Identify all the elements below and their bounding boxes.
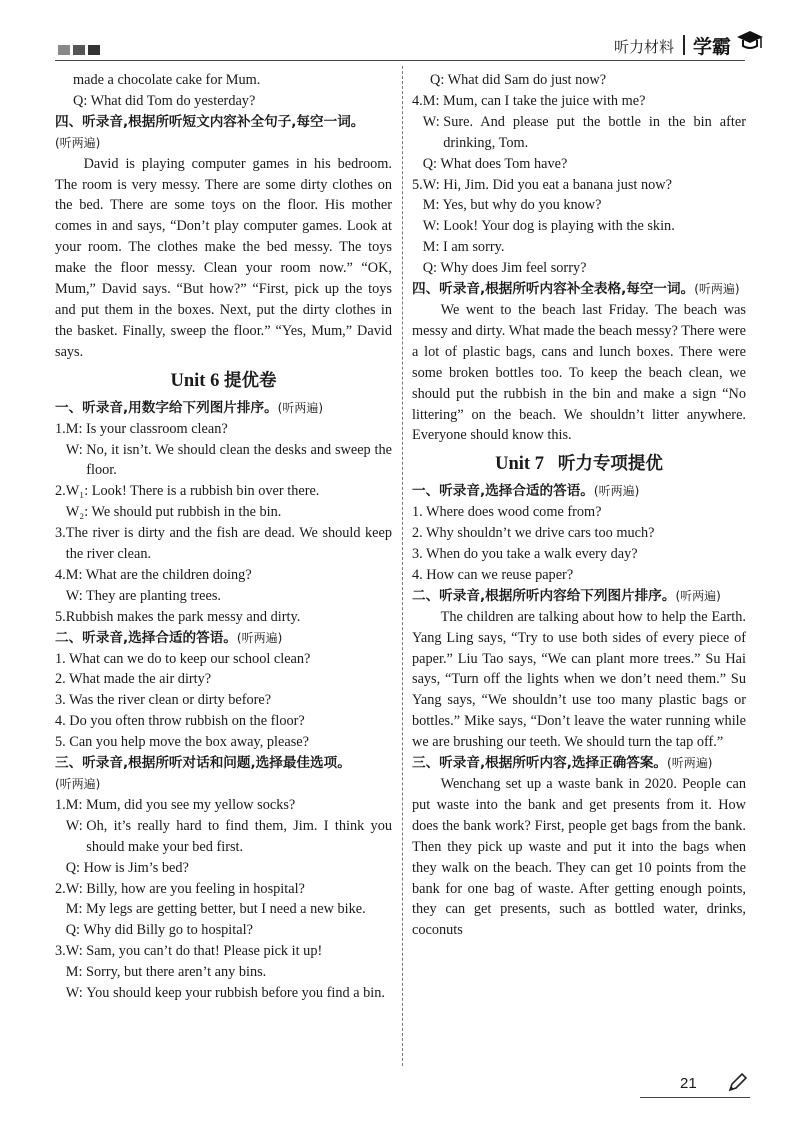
list-item: 2. W₁: Look! There is a rubbish bin over there. W₂: We should put rubbish in the bin. bbox=[55, 483, 320, 521]
passage: David is playing computer games in his bedroom. The room is very messy. There are some dirty clothes on the bed. There are some toys on the floor. His mother comes in and says, “Don’t play computer games. Look at your room. The clothes make the bed messy. The toys make the floor messy. Clean your room now.” “OK, Mum,” David says. “But how?” “First, pick up the toys and put them in the boxes. Next, put the dirty clothes in the basket. Finally, sweep the floor.” “Yes, Mum,” David says. bbox=[55, 155, 392, 360]
list-item: 5. Can you help move the box away, please? bbox=[55, 734, 309, 751]
passage: The children are talking about how to help the Earth. Yang Ling says, “Try to use both sides of every piece of paper.” Liu Tao says, “We can plant more trees.” Su Hai says, “Turn off the lights when we don’t need them.” Su Yang says, “We shouldn’t use too many plastic bags or bottles.” Mike says, “Don’t leave the water running while we are brushing our teeth. We should turn the tap off.” bbox=[412, 608, 746, 751]
list-item: 4. M: What are the children doing? W: They are planting trees. bbox=[55, 566, 252, 604]
text-line: Q: What did Tom do yesterday? bbox=[73, 92, 256, 109]
text-line: Q: What did Sam do just now? bbox=[430, 72, 607, 88]
text-line: made a chocolate cake for Mum. bbox=[73, 72, 261, 88]
header-label: 听力材料 bbox=[614, 38, 675, 56]
list-item: 4. M: Mum, can I take the juice with me? W: Sure. And please put the bottle in the bin after drinking, Tom. Q: What does Tom have? bbox=[412, 92, 746, 172]
section-heading: 一、听录音,选择合适的答语。(听两遍) bbox=[412, 483, 640, 500]
header-brand: 学霸 bbox=[693, 36, 732, 58]
list-item: 2. Why shouldn’t we drive cars too much? bbox=[412, 525, 655, 542]
list-item: 4. How can we reuse paper? bbox=[412, 566, 574, 583]
list-item: 5. Rubbish makes the park messy and dirty. bbox=[55, 608, 301, 625]
section-heading: 四、听录音,根据所听内容补全表格,每空一词。(听两遍) bbox=[412, 281, 740, 298]
list-item: 3. When do you take a walk every day? bbox=[412, 546, 638, 563]
section-heading: 二、听录音,根据所听内容给下列图片排序。(听两遍) bbox=[412, 587, 721, 604]
list-item: 5. W: Hi, Jim. Did you eat a banana just now? M: Yes, but why do you know? W: Look! Your dog is playing with the skin. M: I am sorry. Q: Why does Jim feel sorry? bbox=[412, 176, 675, 277]
passage: Wenchang set up a waste bank in 2020. People can put waste into the bank and get presents from it. How does the bank work? First, people get bags from the bank. Then they pick up waste and put it into the bags when they walk on the beach. They can get 10 points from the bank for one bag of waste. After getting enough points, they can get presents, such as bottled water, drinks, coconuts bbox=[412, 776, 746, 939]
unit7-title: Unit 7 听力专项提优 bbox=[495, 454, 663, 475]
list-item: 3. Was the river clean or dirty before? bbox=[55, 692, 272, 709]
column-divider bbox=[402, 66, 403, 1066]
graduation-cap-icon bbox=[735, 28, 765, 52]
page-header bbox=[0, 0, 800, 62]
list-item: 2. What made the air dirty? bbox=[55, 671, 212, 688]
header-squares bbox=[58, 42, 103, 60]
unit6-title: Unit 6 提优卷 bbox=[170, 370, 277, 391]
list-item: 4. Do you often throw rubbish on the floor? bbox=[55, 713, 305, 730]
list-item: 3. The river is dirty and the fish are dead. We should keep the river clean. bbox=[55, 525, 392, 563]
page-number: 21 bbox=[680, 1075, 697, 1092]
list-item: 1. What can we do to keep our school clean? bbox=[55, 650, 311, 667]
section-heading: 一、听录音,用数字给下列图片排序。(听两遍) bbox=[55, 399, 324, 416]
header-separator bbox=[683, 35, 685, 55]
header-rule bbox=[55, 60, 745, 61]
passage: We went to the beach last Friday. The beach was messy and dirty. What made the beach messy? There were a lot of plastic bags, cans and lunch boxes. There were some broken bottles too. To keep the beach clean, we should put the rubbish in the bin and make a sign “No littering” on the beach. We shouldn’t litter anywhere. Everyone should know this. bbox=[412, 301, 746, 444]
footer-rule bbox=[640, 1097, 750, 1098]
list-item: 3. W: Sam, you can’t do that! Please pick it up! M: Sorry, but there aren’t any bins. W: You should keep your rubbish before you find a bin. bbox=[55, 943, 385, 1002]
section-heading: 三、听录音,根据所听内容,选择正确答案。(听两遍) bbox=[412, 755, 713, 772]
section-heading: 四、听录音,根据所听短文内容补全句子,每空一词。 (听两遍) bbox=[55, 113, 365, 150]
section-heading: 三、听录音,根据所听对话和问题,选择最佳选项。 (听两遍) bbox=[55, 755, 351, 791]
right-column bbox=[412, 70, 746, 941]
left-column bbox=[55, 70, 392, 1004]
pencil-icon bbox=[726, 1072, 748, 1094]
list-item: 1. Where does wood come from? bbox=[412, 504, 602, 521]
list-item: 1. M: Mum, did you see my yellow socks? W: Oh, it’s really hard to find them, Jim. I think you should make your bed first. Q: How is Jim’s bed? bbox=[55, 796, 392, 876]
section-heading: 二、听录音,选择合适的答语。(听两遍) bbox=[55, 629, 283, 646]
list-item: 1. M: Is your classroom clean? W: No, it isn’t. We should clean the desks and sweep the floor. bbox=[55, 420, 392, 479]
list-item: 2. W: Billy, how are you feeling in hospital? M: My legs are getting better, but I need a new bike. Q: Why did Billy go to hospital? bbox=[55, 880, 366, 939]
